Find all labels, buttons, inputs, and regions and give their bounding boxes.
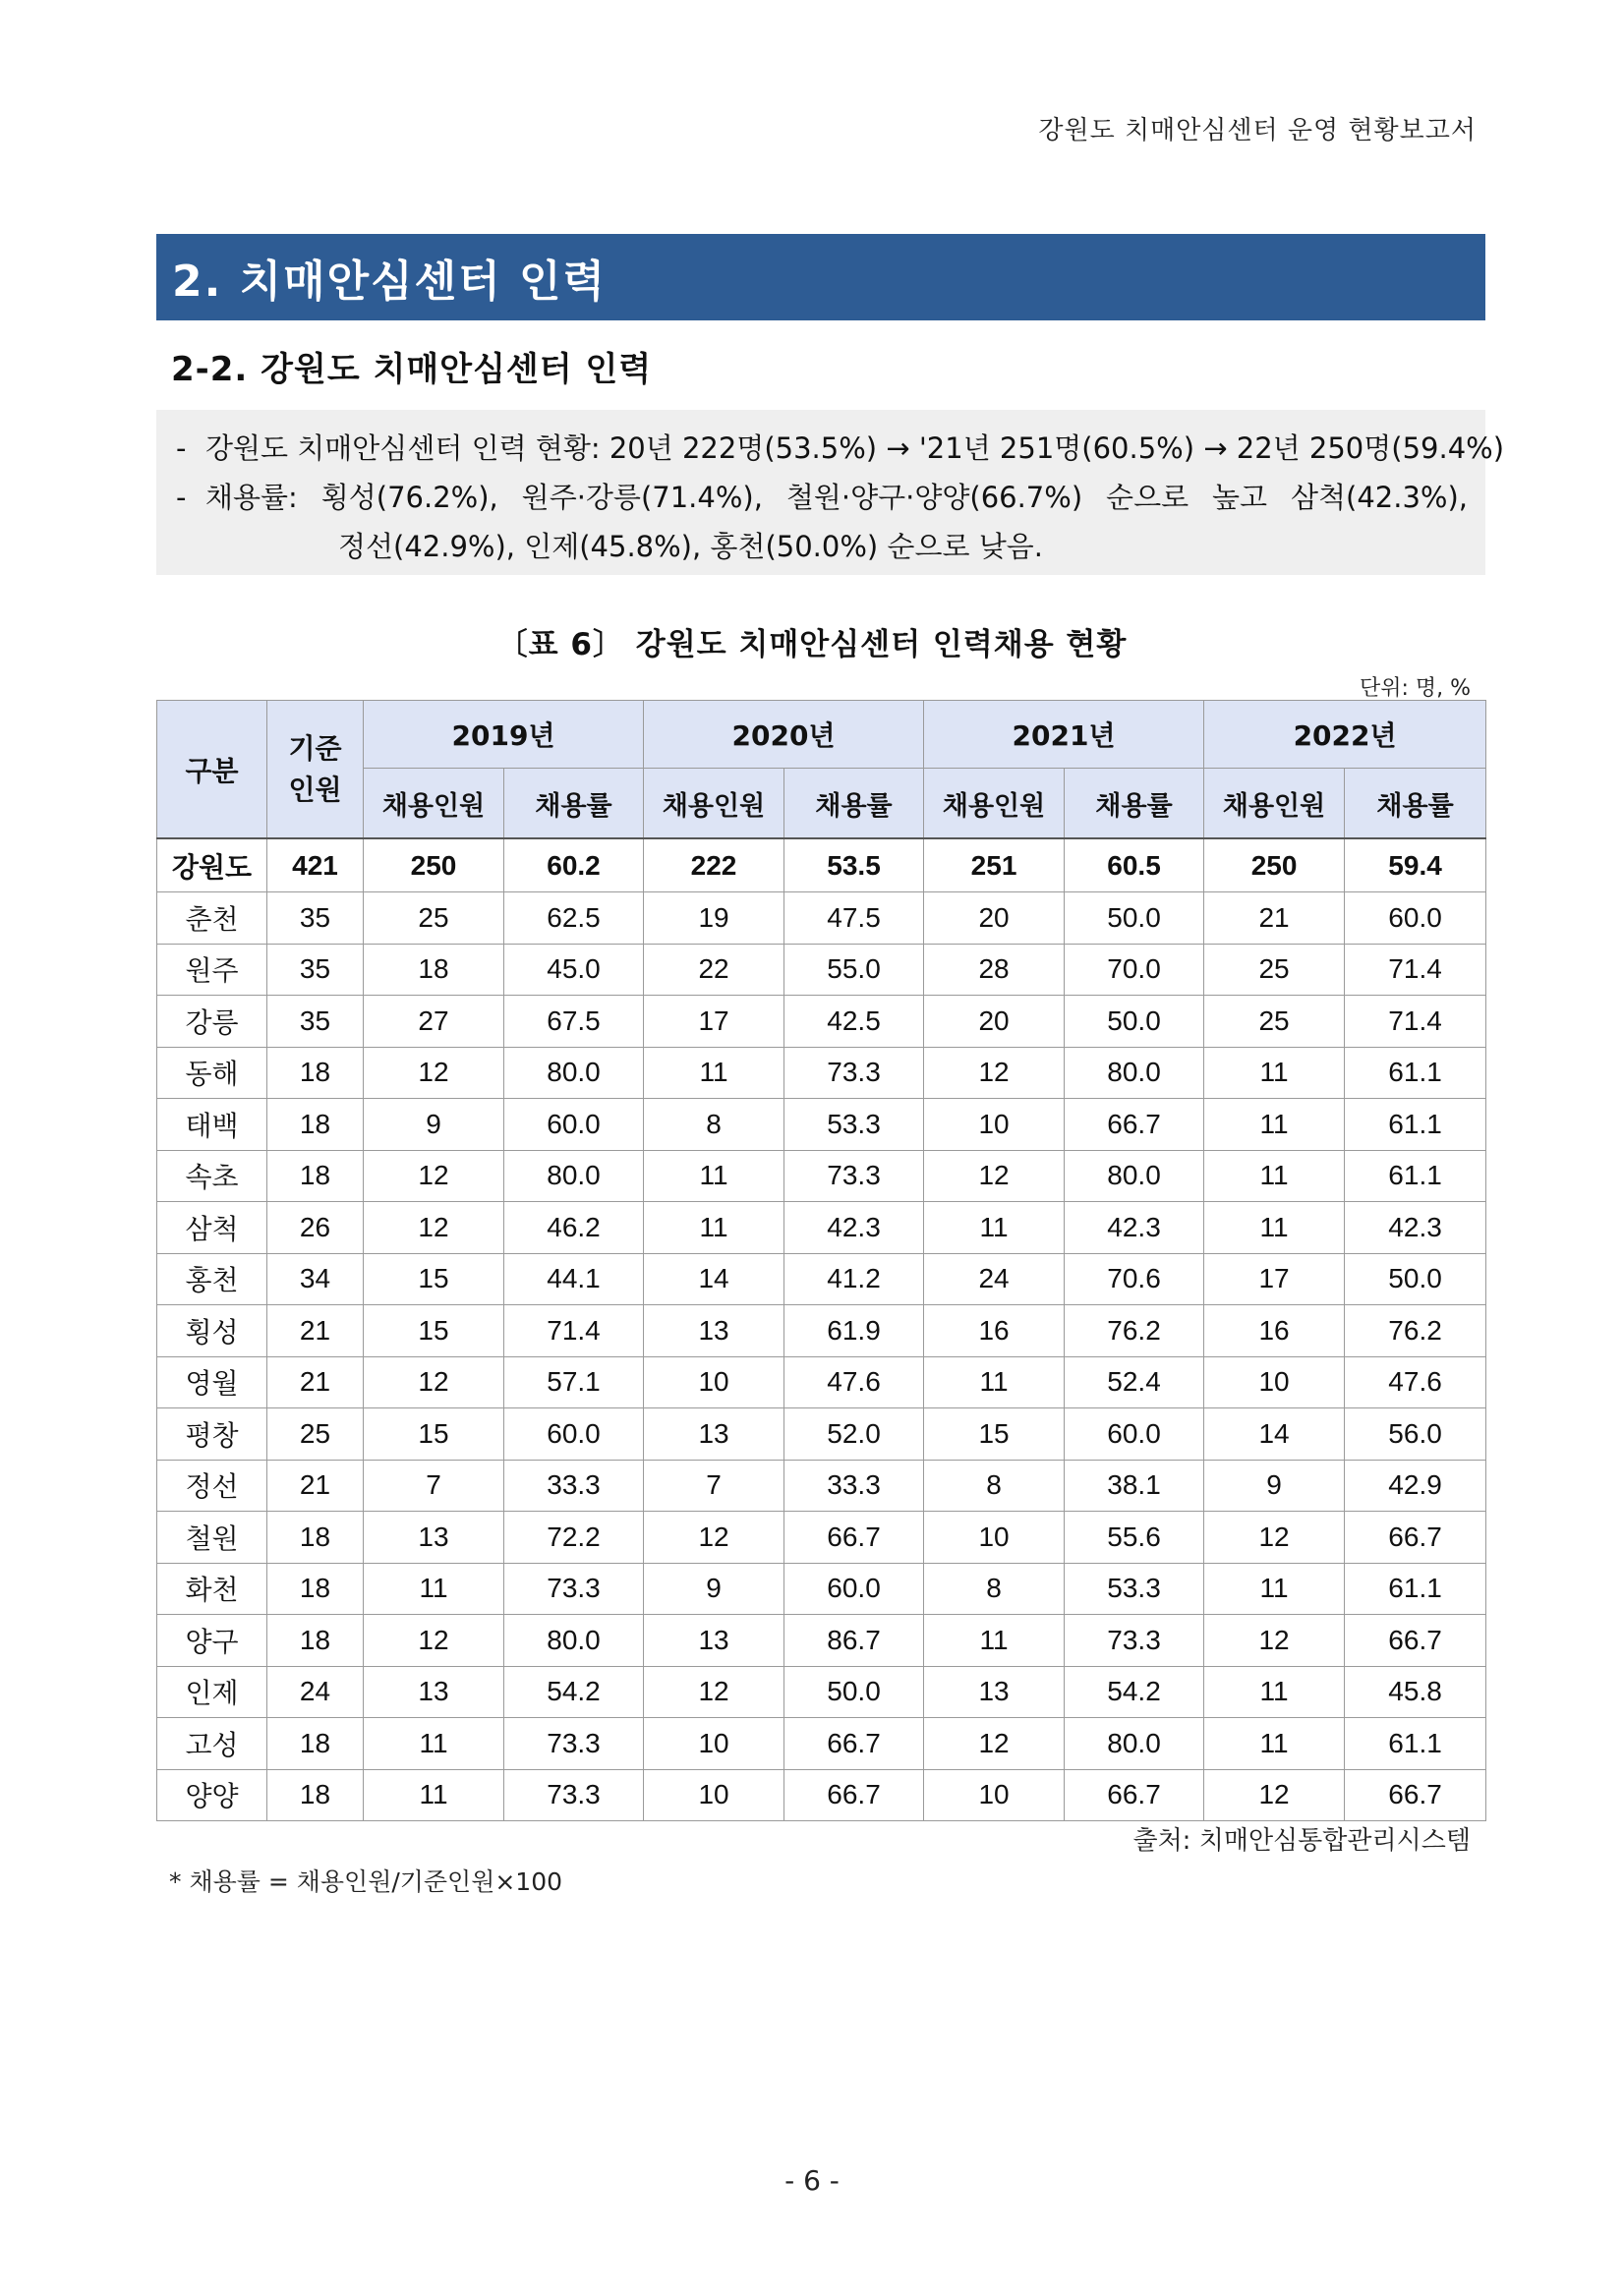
value-cell: 73.3	[504, 1769, 644, 1821]
value-cell: 66.7	[784, 1718, 924, 1770]
value-cell: 18	[267, 1047, 364, 1099]
value-cell: 53.3	[1065, 1563, 1204, 1615]
value-cell: 11	[364, 1563, 504, 1615]
value-cell: 11	[1204, 1047, 1345, 1099]
value-cell: 33.3	[784, 1460, 924, 1512]
summary-box	[156, 410, 1505, 575]
table-row	[157, 1408, 1486, 1461]
value-cell: 10	[644, 1718, 784, 1770]
value-cell: 11	[1204, 1202, 1345, 1254]
value-cell: 73.3	[504, 1563, 644, 1615]
table-row	[157, 944, 1486, 996]
value-cell: 80.0	[1065, 1718, 1204, 1770]
value-cell: 18	[267, 1099, 364, 1151]
value-cell: 15	[364, 1305, 504, 1357]
value-cell: 53.5	[784, 838, 924, 892]
value-cell: 18	[267, 1769, 364, 1821]
value-cell: 41.2	[784, 1253, 924, 1305]
value-cell: 42.3	[1065, 1202, 1204, 1254]
value-cell: 50.0	[1345, 1253, 1486, 1305]
section-title-banner	[156, 234, 1485, 320]
value-cell: 18	[267, 1150, 364, 1202]
value-cell: 11	[1204, 1099, 1345, 1151]
value-cell: 10	[644, 1356, 784, 1408]
source-label: 출처: 치매안심통합관리시스템	[1132, 1826, 1471, 1856]
value-cell: 71.4	[1345, 996, 1486, 1048]
value-cell: 60.0	[504, 1408, 644, 1461]
value-cell: 18	[267, 1512, 364, 1564]
region-cell: 횡성	[157, 1305, 267, 1357]
value-cell: 54.2	[504, 1666, 644, 1718]
value-cell: 60.0	[1065, 1408, 1204, 1461]
value-cell: 25	[267, 1408, 364, 1461]
value-cell: 42.5	[784, 996, 924, 1048]
value-cell: 9	[1204, 1460, 1345, 1512]
value-cell: 73.3	[1065, 1615, 1204, 1667]
region-cell: 양구	[157, 1615, 267, 1667]
value-cell: 11	[1204, 1718, 1345, 1770]
value-cell: 12	[364, 1356, 504, 1408]
value-cell: 50.0	[1065, 996, 1204, 1048]
value-cell: 55.6	[1065, 1512, 1204, 1564]
value-cell: 10	[644, 1769, 784, 1821]
value-cell: 66.7	[784, 1769, 924, 1821]
value-cell: 54.2	[1065, 1666, 1204, 1718]
value-cell: 10	[924, 1769, 1065, 1821]
value-cell: 73.3	[784, 1047, 924, 1099]
value-cell: 52.0	[784, 1408, 924, 1461]
value-cell: 15	[364, 1253, 504, 1305]
value-cell: 12	[924, 1718, 1065, 1770]
value-cell: 11	[364, 1769, 504, 1821]
value-cell: 46.2	[504, 1202, 644, 1254]
value-cell: 61.1	[1345, 1563, 1486, 1615]
value-cell: 13	[364, 1512, 504, 1564]
value-cell: 16	[1204, 1305, 1345, 1357]
summary-bullet-2: - 채용률: 횡성(76.2%), 원주·강릉(71.4%), 철원·양구·양양(66.7%) 순으로 높고 삼척(42.3%),	[176, 473, 1468, 522]
header-rate: 채용률	[504, 769, 644, 839]
value-cell: 10	[924, 1512, 1065, 1564]
value-cell: 61.9	[784, 1305, 924, 1357]
region-cell: 화천	[157, 1563, 267, 1615]
region-cell: 영월	[157, 1356, 267, 1408]
region-cell: 삼척	[157, 1202, 267, 1254]
value-cell: 15	[924, 1408, 1065, 1461]
value-cell: 60.0	[504, 1099, 644, 1151]
value-cell: 24	[267, 1666, 364, 1718]
value-cell: 86.7	[784, 1615, 924, 1667]
value-cell: 80.0	[504, 1615, 644, 1667]
value-cell: 19	[644, 892, 784, 945]
table-row	[157, 1305, 1486, 1357]
value-cell: 12	[644, 1512, 784, 1564]
value-cell: 12	[644, 1666, 784, 1718]
running-header: 강원도 치매안심센터 운영 현황보고서	[1038, 116, 1477, 145]
header-hired: 채용인원	[644, 769, 784, 839]
region-cell: 강릉	[157, 996, 267, 1048]
value-cell: 67.5	[504, 996, 644, 1048]
value-cell: 9	[644, 1563, 784, 1615]
footnote: * 채용률 = 채용인원/기준인원×100	[169, 1867, 563, 1896]
value-cell: 21	[267, 1356, 364, 1408]
staffing-table	[156, 700, 1486, 1821]
value-cell: 11	[644, 1202, 784, 1254]
value-cell: 57.1	[504, 1356, 644, 1408]
region-cell: 속초	[157, 1150, 267, 1202]
value-cell: 25	[1204, 944, 1345, 996]
value-cell: 11	[924, 1356, 1065, 1408]
region-cell: 인제	[157, 1666, 267, 1718]
value-cell: 80.0	[504, 1150, 644, 1202]
value-cell: 250	[364, 838, 504, 892]
value-cell: 12	[1204, 1769, 1345, 1821]
header-base-staff: 기준 인원	[267, 701, 364, 839]
value-cell: 73.3	[784, 1150, 924, 1202]
region-cell: 원주	[157, 944, 267, 996]
value-cell: 18	[364, 944, 504, 996]
page-number: - 6 -	[784, 2164, 840, 2197]
table-row	[157, 892, 1486, 945]
value-cell: 8	[924, 1563, 1065, 1615]
table-row	[157, 1666, 1486, 1718]
value-cell: 12	[364, 1047, 504, 1099]
value-cell: 11	[1204, 1150, 1345, 1202]
value-cell: 71.4	[1345, 944, 1486, 996]
value-cell: 45.8	[1345, 1666, 1486, 1718]
header-rate: 채용률	[1065, 769, 1204, 839]
value-cell: 11	[644, 1150, 784, 1202]
value-cell: 8	[644, 1099, 784, 1151]
header-hired: 채용인원	[924, 769, 1065, 839]
value-cell: 66.7	[1345, 1769, 1486, 1821]
section-title: 2. 치매안심센터 인력	[172, 257, 607, 307]
region-cell: 양양	[157, 1769, 267, 1821]
value-cell: 71.4	[504, 1305, 644, 1357]
value-cell: 60.2	[504, 838, 644, 892]
value-cell: 12	[1204, 1615, 1345, 1667]
value-cell: 13	[644, 1408, 784, 1461]
value-cell: 42.3	[784, 1202, 924, 1254]
value-cell: 13	[644, 1615, 784, 1667]
summary-bullet-1-text: 강원도 치매안심센터 인력 현황: 20년 222명(53.5%) → '21년 251명(60.5%) → 22년 250명(59.4%)	[205, 431, 1505, 465]
value-cell: 76.2	[1065, 1305, 1204, 1357]
value-cell: 21	[267, 1305, 364, 1357]
value-cell: 12	[1204, 1512, 1345, 1564]
value-cell: 70.0	[1065, 944, 1204, 996]
value-cell: 61.1	[1345, 1718, 1486, 1770]
value-cell: 11	[644, 1047, 784, 1099]
value-cell: 17	[644, 996, 784, 1048]
value-cell: 38.1	[1065, 1460, 1204, 1512]
value-cell: 66.7	[1065, 1769, 1204, 1821]
value-cell: 50.0	[1065, 892, 1204, 945]
value-cell: 60.0	[784, 1563, 924, 1615]
value-cell: 18	[267, 1615, 364, 1667]
region-cell: 강원도	[157, 838, 267, 892]
table-row	[157, 1615, 1486, 1667]
value-cell: 11	[364, 1718, 504, 1770]
unit-label: 단위: 명, %	[1359, 676, 1471, 701]
value-cell: 22	[644, 944, 784, 996]
value-cell: 16	[924, 1305, 1065, 1357]
value-cell: 59.4	[1345, 838, 1486, 892]
table-row-total	[157, 838, 1486, 892]
table-row	[157, 1718, 1486, 1770]
header-hired: 채용인원	[364, 769, 504, 839]
value-cell: 10	[1204, 1356, 1345, 1408]
value-cell: 60.5	[1065, 838, 1204, 892]
value-cell: 50.0	[784, 1666, 924, 1718]
table-row	[157, 1047, 1486, 1099]
value-cell: 7	[644, 1460, 784, 1512]
table-row	[157, 1202, 1486, 1254]
header-year-2019: 2019년	[364, 701, 644, 769]
value-cell: 66.7	[1345, 1615, 1486, 1667]
value-cell: 55.0	[784, 944, 924, 996]
region-cell: 철원	[157, 1512, 267, 1564]
value-cell: 250	[1204, 838, 1345, 892]
region-cell: 정선	[157, 1460, 267, 1512]
value-cell: 76.2	[1345, 1305, 1486, 1357]
value-cell: 25	[1204, 996, 1345, 1048]
table-row	[157, 1563, 1486, 1615]
value-cell: 73.3	[504, 1718, 644, 1770]
value-cell: 17	[1204, 1253, 1345, 1305]
value-cell: 80.0	[1065, 1047, 1204, 1099]
region-cell: 홍천	[157, 1253, 267, 1305]
value-cell: 66.7	[1345, 1512, 1486, 1564]
value-cell: 28	[924, 944, 1065, 996]
value-cell: 53.3	[784, 1099, 924, 1151]
value-cell: 421	[267, 838, 364, 892]
table-row	[157, 1460, 1486, 1512]
value-cell: 35	[267, 892, 364, 945]
value-cell: 12	[364, 1202, 504, 1254]
header-rate: 채용률	[1345, 769, 1486, 839]
table-row	[157, 1150, 1486, 1202]
value-cell: 61.1	[1345, 1099, 1486, 1151]
value-cell: 72.2	[504, 1512, 644, 1564]
value-cell: 222	[644, 838, 784, 892]
table-row	[157, 1512, 1486, 1564]
value-cell: 80.0	[504, 1047, 644, 1099]
value-cell: 12	[924, 1150, 1065, 1202]
value-cell: 80.0	[1065, 1150, 1204, 1202]
value-cell: 21	[267, 1460, 364, 1512]
header-category: 구분	[157, 701, 267, 839]
value-cell: 11	[924, 1615, 1065, 1667]
value-cell: 12	[364, 1150, 504, 1202]
table-caption: 〔표 6〕 강원도 치매안심센터 인력채용 현황	[496, 627, 1128, 662]
value-cell: 47.5	[784, 892, 924, 945]
table-body	[157, 838, 1486, 1821]
value-cell: 42.3	[1345, 1202, 1486, 1254]
value-cell: 13	[364, 1666, 504, 1718]
value-cell: 27	[364, 996, 504, 1048]
value-cell: 20	[924, 892, 1065, 945]
value-cell: 251	[924, 838, 1065, 892]
table-row	[157, 1099, 1486, 1151]
value-cell: 47.6	[1345, 1356, 1486, 1408]
header-year-2021: 2021년	[924, 701, 1204, 769]
summary-bullet-2-continuation: 정선(42.9%), 인제(45.8%), 홍천(50.0%) 순으로 낮음.	[338, 530, 1043, 563]
value-cell: 9	[364, 1099, 504, 1151]
header-hired: 채용인원	[1204, 769, 1345, 839]
value-cell: 34	[267, 1253, 364, 1305]
region-cell: 동해	[157, 1047, 267, 1099]
table-row	[157, 996, 1486, 1048]
header-year-2022: 2022년	[1204, 701, 1486, 769]
value-cell: 12	[924, 1047, 1065, 1099]
value-cell: 8	[924, 1460, 1065, 1512]
header-year-2020: 2020년	[644, 701, 924, 769]
value-cell: 56.0	[1345, 1408, 1486, 1461]
value-cell: 35	[267, 944, 364, 996]
value-cell: 70.6	[1065, 1253, 1204, 1305]
value-cell: 11	[1204, 1666, 1345, 1718]
region-cell: 고성	[157, 1718, 267, 1770]
value-cell: 11	[1204, 1563, 1345, 1615]
summary-bullet-2-text: 채용률: 횡성(76.2%), 원주·강릉(71.4%), 철원·양구·양양(66.7%) 순으로 높고 삼척(42.3%),	[205, 481, 1468, 514]
value-cell: 35	[267, 996, 364, 1048]
table-row	[157, 1769, 1486, 1821]
value-cell: 15	[364, 1408, 504, 1461]
value-cell: 13	[644, 1305, 784, 1357]
value-cell: 13	[924, 1666, 1065, 1718]
subsection-title: 2-2. 강원도 치매안심센터 인력	[171, 350, 653, 389]
header-rate: 채용률	[784, 769, 924, 839]
value-cell: 25	[364, 892, 504, 945]
summary-bullet-1: - 강원도 치매안심센터 인력 현황: 20년 222명(53.5%) → '21년 251명(60.5%) → 22년 250명(59.4%)	[176, 424, 1468, 473]
value-cell: 21	[1204, 892, 1345, 945]
value-cell: 14	[644, 1253, 784, 1305]
value-cell: 7	[364, 1460, 504, 1512]
value-cell: 47.6	[784, 1356, 924, 1408]
value-cell: 12	[364, 1615, 504, 1667]
value-cell: 26	[267, 1202, 364, 1254]
value-cell: 66.7	[1065, 1099, 1204, 1151]
value-cell: 44.1	[504, 1253, 644, 1305]
value-cell: 10	[924, 1099, 1065, 1151]
value-cell: 18	[267, 1563, 364, 1615]
value-cell: 45.0	[504, 944, 644, 996]
table-row	[157, 1253, 1486, 1305]
value-cell: 66.7	[784, 1512, 924, 1564]
value-cell: 61.1	[1345, 1150, 1486, 1202]
value-cell: 60.0	[1345, 892, 1486, 945]
region-cell: 태백	[157, 1099, 267, 1151]
value-cell: 11	[924, 1202, 1065, 1254]
value-cell: 61.1	[1345, 1047, 1486, 1099]
value-cell: 24	[924, 1253, 1065, 1305]
value-cell: 33.3	[504, 1460, 644, 1512]
table-row	[157, 1356, 1486, 1408]
value-cell: 14	[1204, 1408, 1345, 1461]
region-cell: 평창	[157, 1408, 267, 1461]
value-cell: 20	[924, 996, 1065, 1048]
region-cell: 춘천	[157, 892, 267, 945]
value-cell: 52.4	[1065, 1356, 1204, 1408]
value-cell: 18	[267, 1718, 364, 1770]
value-cell: 42.9	[1345, 1460, 1486, 1512]
value-cell: 62.5	[504, 892, 644, 945]
